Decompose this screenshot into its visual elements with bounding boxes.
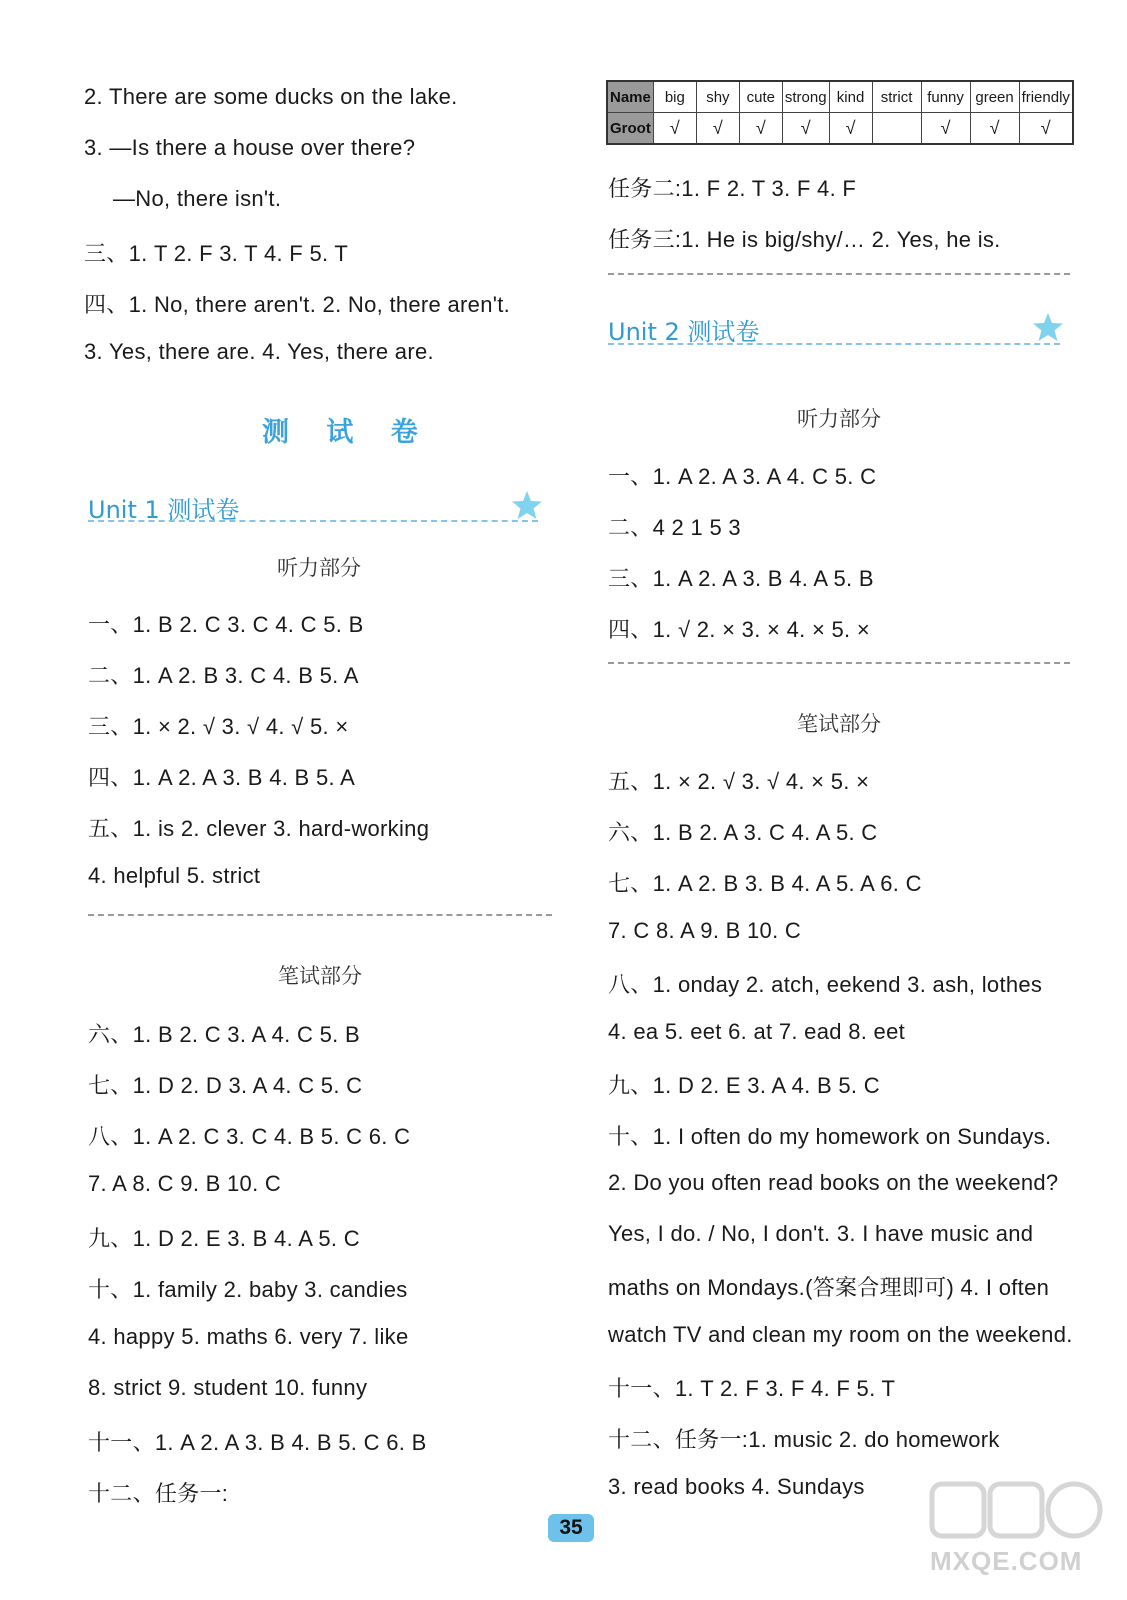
answer-line: 十、1. family 2. baby 3. candies [88,1277,408,1302]
answer-line: 四、1. No, there aren't. 2. No, there aren't. [84,292,511,317]
answer-line: 九、1. D 2. E 3. B 4. A 5. C [88,1226,360,1251]
answer-line: Yes, I do. / No, I don't. 3. I have music and [608,1221,1034,1246]
answer-line: maths on Mondays.(答案合理即可) 4. I often [608,1275,1050,1300]
answer-line: 六、1. B 2. C 3. A 4. C 5. B [88,1022,360,1047]
answer-line: 7. C 8. A 9. B 10. C [608,918,802,943]
answer-line: —No, there isn't. [113,186,282,211]
section-divider [608,662,1070,664]
table-cell: √ [782,113,829,145]
star-icon [511,489,543,521]
answer-line: 4. happy 5. maths 6. very 7. like [88,1324,409,1349]
watermark-logo [926,1478,1106,1588]
table-cell: √ [1019,113,1073,145]
watermark-text: MXQE.COM [930,1546,1083,1576]
answer-line: 九、1. D 2. E 3. A 4. B 5. C [608,1073,880,1098]
section-title: 测 试 卷 [262,417,432,448]
unit-1-title: Unit 1 测试卷 [88,496,240,524]
answer-line: 十二、任务一:1. music 2. do homework [608,1427,1000,1452]
watermark-icon [926,1478,1106,1548]
table-cell: √ [653,113,696,145]
answer-line: 八、1. onday 2. atch, eekend 3. ash, lothes [608,972,1043,997]
table-header-cell: kind [829,81,872,113]
answer-line: 4. ea 5. eet 6. at 7. ead 8. eet [608,1019,906,1044]
answer-line: 二、1. A 2. B 3. C 4. B 5. A [88,663,359,688]
answer-line: 7. A 8. C 9. B 10. C [88,1171,282,1196]
answer-line: 8. strict 9. student 10. funny [88,1375,368,1400]
trait-table [606,80,1074,145]
table-cell: √ [739,113,782,145]
answer-line: 任务三:1. He is big/shy/… 2. Yes, he is. [608,227,1001,252]
answer-line: 五、1. × 2. √ 3. √ 4. × 5. × [608,769,870,794]
answer-line: 四、1. A 2. A 3. B 4. B 5. A [88,765,356,790]
answer-line: 任务二:1. F 2. T 3. F 4. F [608,176,857,201]
writing-label: 笔试部分 [797,712,881,736]
table-cell: √ [970,113,1019,145]
writing-label: 笔试部分 [278,964,362,988]
table-header-row [607,81,1073,113]
listening-label: 听力部分 [797,407,881,431]
section-divider [608,273,1070,275]
unit-divider [608,343,1060,345]
answer-line: 三、1. A 2. A 3. B 4. A 5. B [608,566,874,591]
answer-line: 三、1. T 2. F 3. T 4. F 5. T [84,241,349,266]
answer-line: 十二、任务一: [88,1481,229,1506]
table-header-cell: friendly [1019,81,1073,113]
unit-2-title: Unit 2 测试卷 [608,318,760,346]
answer-line: 四、1. √ 2. × 3. × 4. × 5. × [608,617,871,642]
table-cell: √ [921,113,970,145]
answer-line: 五、1. is 2. clever 3. hard-working [88,816,430,841]
table-header-cell: funny [921,81,970,113]
answer-line: 一、1. A 2. A 3. A 4. C 5. C [608,464,877,489]
answer-line: watch TV and clean my room on the weekend. [608,1322,1073,1347]
answer-line: 一、1. B 2. C 3. C 4. C 5. B [88,612,364,637]
table-header-cell: shy [696,81,739,113]
section-divider [88,914,552,916]
answer-line: 七、1. A 2. B 3. B 4. A 5. A 6. C [608,871,922,896]
table-cell: √ [696,113,739,145]
table-cell [872,113,921,145]
answer-line: 十一、1. A 2. A 3. B 4. B 5. C 6. B [88,1430,427,1455]
answer-line: 三、1. × 2. √ 3. √ 4. √ 5. × [88,714,349,739]
answer-line: 十一、1. T 2. F 3. F 4. F 5. T [608,1376,896,1401]
table-row-label: Groot [607,113,653,145]
answer-line: 十、1. I often do my homework on Sundays. [608,1124,1052,1149]
answer-line: 4. helpful 5. strict [88,863,261,888]
table-header-cell: strict [872,81,921,113]
listening-label: 听力部分 [277,556,361,580]
table-header-cell: green [970,81,1019,113]
table-header-cell: Name [607,81,653,113]
page-number: 35 [548,1514,594,1542]
answer-line: 2. Do you often read books on the weekend? [608,1170,1059,1195]
answer-line: 七、1. D 2. D 3. A 4. C 5. C [88,1073,363,1098]
answer-line: 二、4 2 1 5 3 [608,515,741,540]
star-icon [1032,311,1064,343]
answer-line: 八、1. A 2. C 3. C 4. B 5. C 6. C [88,1124,411,1149]
answer-line: 3. read books 4. Sundays [608,1474,865,1499]
table-header-cell: big [653,81,696,113]
unit-divider [88,520,538,522]
answer-line: 六、1. B 2. A 3. C 4. A 5. C [608,820,878,845]
table-row [607,113,1073,145]
table-cell: √ [829,113,872,145]
answer-line: 3. —Is there a house over there? [84,135,416,160]
table-header-cell: cute [739,81,782,113]
answer-line: 3. Yes, there are. 4. Yes, there are. [84,339,434,364]
table-header-cell: strong [782,81,829,113]
answer-line: 2. There are some ducks on the lake. [84,84,458,109]
